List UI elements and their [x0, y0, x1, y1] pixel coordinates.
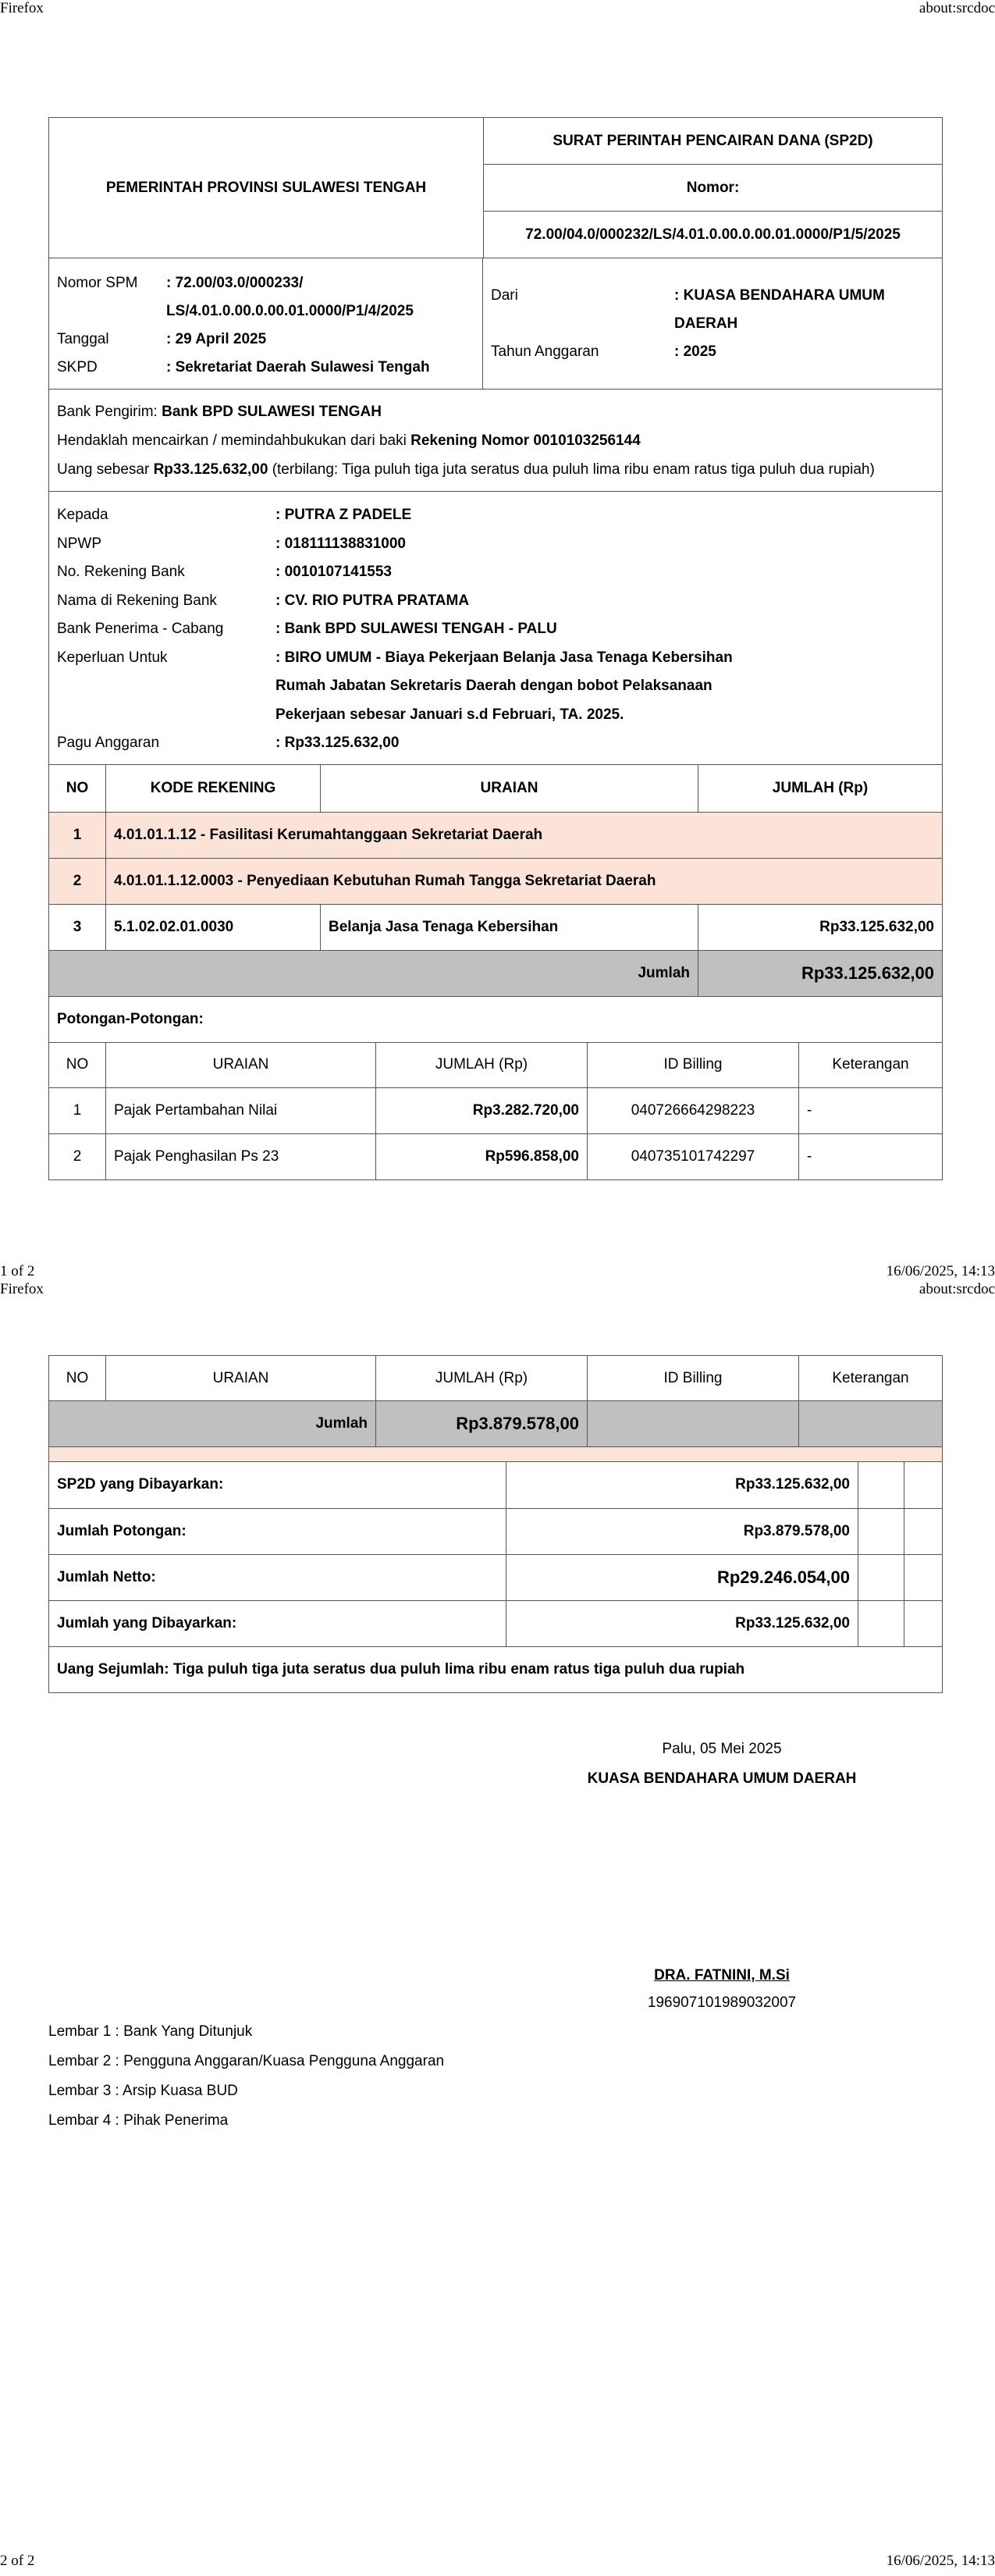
uang-sejumlah: Uang Sejumlah: Tiga puluh tiga juta seratus dua puluh lima ribu enam ratus tiga puluh dua rupiah: [49, 1646, 943, 1692]
skpd-label: SKPD: [57, 359, 98, 375]
signature-nip: 196907101989032007: [647, 1994, 797, 2011]
print-datetime: 16/06/2025, 14:13: [886, 1263, 995, 1279]
browser-url: about:srcdoc: [919, 1281, 995, 1297]
col-keterangan: Keterangan: [799, 1043, 943, 1088]
col-id-billing: ID Billing: [588, 1356, 799, 1401]
row-text: 4.01.01.1.12.0003 - Penyediaan Kebutuhan Rumah Tangga Sekretariat Daerah: [106, 858, 943, 904]
table-row: [49, 1134, 943, 1180]
row-id-billing: 040726664298223: [588, 1088, 799, 1134]
row-uraian: Pajak Pertambahan Nilai: [106, 1088, 376, 1134]
jumlah-potongan-label: Jumlah Potongan:: [49, 1508, 506, 1554]
browser-name: Firefox: [0, 1281, 44, 1297]
col-id-billing: ID Billing: [588, 1043, 799, 1088]
potongan-total-label: Jumlah: [49, 1401, 376, 1447]
potongan-table-page-2: [48, 1355, 943, 1462]
npwp-value: : 018111138831000: [275, 535, 406, 552]
jumlah-netto-label: Jumlah Netto:: [49, 1554, 506, 1600]
npwp-label: NPWP: [57, 535, 101, 552]
potongan-total-value: Rp3.879.578,00: [376, 1401, 588, 1447]
row-no: 2: [49, 1134, 106, 1180]
row-uraian: Belanja Jasa Tenaga Kebersihan: [321, 904, 698, 950]
tanggal-label: Tanggal: [57, 331, 109, 347]
row-jumlah: Rp3.282.720,00: [376, 1088, 588, 1134]
row-kode: 5.1.02.02.01.0030: [106, 904, 321, 950]
nomor-label: Nomor:: [484, 165, 943, 212]
lembar-item: Lembar 2 : Pengguna Anggaran/Kuasa Pengguna Anggaran: [48, 2053, 445, 2069]
col-jumlah: JUMLAH (Rp): [376, 1356, 588, 1401]
dari-value: : KUASA BENDAHARA UMUM DAERAH: [674, 287, 885, 332]
org-name: PEMERINTAH PROVINSI SULAWESI TENGAH: [49, 118, 484, 258]
row-no: 1: [49, 812, 106, 858]
browser-url: about:srcdoc: [919, 0, 995, 16]
row-jumlah: Rp33.125.632,00: [698, 904, 943, 950]
tanggal-value: : 29 April 2025: [166, 331, 267, 347]
jumlah-potongan-value: Rp3.879.578,00: [506, 1508, 858, 1554]
col-uraian: URAIAN: [321, 765, 698, 812]
meta-block: [48, 258, 943, 390]
col-kode-rekening: KODE REKENING: [106, 765, 321, 812]
table-row: [49, 904, 943, 950]
nama-rekening-value: : CV. RIO PUTRA PRATAMA: [275, 592, 470, 609]
total-label: Jumlah: [49, 950, 698, 996]
bank-pengirim-value: Bank BPD SULAWESI TENGAH: [162, 404, 382, 420]
bank-cabang-label: Bank Penerima - Cabang: [57, 621, 224, 637]
keperluan-value: : BIRO UMUM - Biaya Pekerjaan Belanja Jasa Tenaga Kebersihan Rumah Jabatan Sekretaris Daerah dengan bobot Pelaksanaan Pekerjaan sebesar Januari s.d Februari, TA. 2025.: [275, 649, 733, 723]
print-datetime: 16/06/2025, 14:13: [886, 2553, 995, 2569]
col-no: NO: [49, 765, 106, 812]
lembar-item: Lembar 1 : Bank Yang Ditunjuk: [48, 2023, 253, 2040]
row-id-billing: 040735101742297: [588, 1134, 799, 1180]
rekening-nomor: Rekening Nomor 0010103256144: [410, 432, 641, 449]
tahun-label: Tahun Anggaran: [491, 343, 599, 360]
sebesar-terbilang: (terbilang: Tiga puluh tiga juta seratus dua puluh lima ribu enam ratus tiga puluh dua rupiah): [272, 461, 875, 478]
norek-value: : 0010107141553: [275, 564, 392, 580]
lembar-item: Lembar 4 : Pihak Penerima: [48, 2112, 229, 2129]
row-keterangan: -: [799, 1088, 943, 1134]
row-jumlah: Rp596.858,00: [376, 1134, 588, 1180]
table-row: [49, 1088, 943, 1134]
summary-table: [48, 1462, 943, 1693]
signature-place-date: Palu, 05 Mei 2025: [662, 1741, 782, 1757]
pagu-value: : Rp33.125.632,00: [275, 735, 400, 751]
signature-name: DRA. FATNINI, M.Si: [654, 1967, 790, 1984]
sp2d-dibayarkan-label: SP2D yang Dibayarkan:: [49, 1462, 506, 1508]
bank-cabang-value: : Bank BPD SULAWESI TENGAH - PALU: [275, 621, 557, 637]
keperluan-label: Keperluan Untuk: [57, 649, 168, 666]
rekening-table: [48, 765, 943, 997]
row-no: 1: [49, 1088, 106, 1134]
dari-label: Dari: [491, 287, 518, 304]
page-number: 1 of 2: [0, 1263, 35, 1279]
lembar-list: [48, 2017, 444, 2136]
jumlah-dibayarkan-value: Rp33.125.632,00: [506, 1600, 858, 1646]
signature-name-wrap: [546, 1967, 897, 1984]
col-uraian: URAIAN: [106, 1043, 376, 1088]
document-title: SURAT PERINTAH PENCAIRAN DANA (SP2D): [484, 118, 943, 165]
jumlah-netto-value: Rp29.246.054,00: [506, 1554, 858, 1600]
potongan-title: Potongan-Potongan:: [48, 997, 943, 1043]
row-uraian: Pajak Penghasilan Ps 23: [106, 1134, 376, 1180]
col-no: NO: [49, 1043, 106, 1088]
nama-rekening-label: Nama di Rekening Bank: [57, 592, 217, 609]
pagu-label: Pagu Anggaran: [57, 735, 160, 751]
sp2d-document-page-2: [48, 1355, 943, 1693]
potongan-table-page-1: [48, 1043, 943, 1181]
col-keterangan: Keterangan: [799, 1356, 943, 1401]
norek-label: No. Rekening Bank: [57, 564, 185, 580]
row-keterangan: -: [799, 1134, 943, 1180]
skpd-value: : Sekretariat Daerah Sulawesi Tengah: [166, 359, 430, 375]
lembar-item: Lembar 3 : Arsip Kuasa BUD: [48, 2083, 238, 2099]
tahun-value: : 2025: [674, 343, 716, 360]
sp2d-dibayarkan-value: Rp33.125.632,00: [506, 1462, 858, 1508]
cairkan-text: Hendaklah mencairkan / memindahbukukan dari baki: [57, 432, 407, 449]
header-table: [48, 117, 943, 258]
browser-name: Firefox: [0, 0, 44, 16]
sp2d-document-page-1: [48, 117, 943, 1180]
col-uraian: URAIAN: [106, 1356, 376, 1401]
kepada-value: : PUTRA Z PADELE: [275, 507, 412, 523]
bank-pengirim-label: Bank Pengirim:: [57, 404, 158, 420]
row-text: 4.01.01.1.12 - Fasilitasi Kerumahtanggaan Sekretariat Daerah: [106, 812, 943, 858]
jumlah-dibayarkan-label: Jumlah yang Dibayarkan:: [49, 1600, 506, 1646]
nomor-value: 72.00/04.0/000232/LS/4.01.0.00.0.00.01.0000/P1/5/2025: [484, 212, 943, 258]
signature-position: KUASA BENDAHARA UMUM DAERAH: [587, 1770, 857, 1787]
col-jumlah: JUMLAH (Rp): [698, 765, 943, 812]
spm-value: : 72.00/03.0/000233/ LS/4.01.0.00.0.00.01.0000/P1/4/2025: [166, 275, 414, 319]
kepada-label: Kepada: [57, 507, 108, 523]
row-no: 3: [49, 904, 106, 950]
table-row: [49, 812, 943, 858]
bank-block: [48, 390, 943, 492]
total-value: Rp33.125.632,00: [698, 950, 943, 996]
row-no: 2: [49, 858, 106, 904]
sebesar-label: Uang sebesar: [57, 461, 150, 478]
penerima-block: [48, 492, 943, 765]
spm-label: Nomor SPM: [57, 275, 138, 291]
col-jumlah: JUMLAH (Rp): [376, 1043, 588, 1088]
page-number: 2 of 2: [0, 2553, 35, 2569]
sebesar-amount: Rp33.125.632,00: [153, 461, 268, 478]
col-no: NO: [49, 1356, 106, 1401]
table-row: [49, 858, 943, 904]
